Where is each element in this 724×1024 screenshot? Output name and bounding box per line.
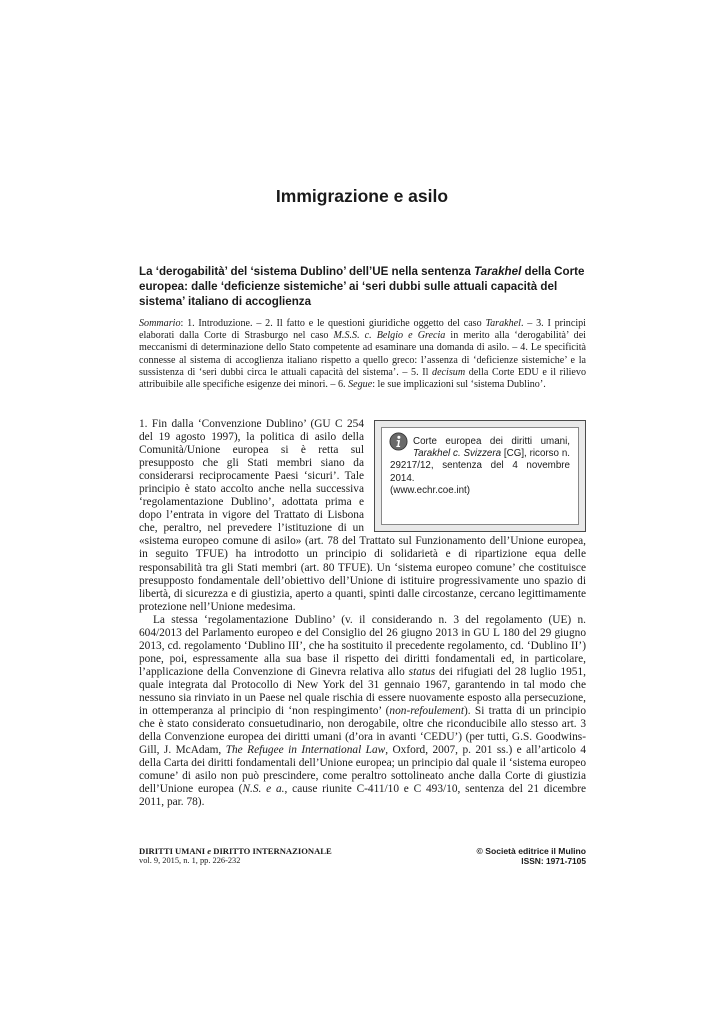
journal-name-part: DIRITTI UMANI — [139, 846, 208, 856]
article-title-case: Tarakhel — [474, 265, 522, 278]
paragraph-2-text: ). Si tratta di un principio che è stato considerato consuetudinario, non derogabile, oltre che riconducibile allo stesso art. 3 della Convenzione europea dei diritti umani (d’ora in avanti ‘CEDU’) (per tutti, G.S. Goodwins-Gill, J. McAdam, — [139, 705, 586, 757]
summary — [139, 318, 586, 391]
summary-text: : 1. Introduzione. – 2. Il fatto e le questioni giuridiche oggetto del caso — [180, 318, 486, 329]
journal-name-part: e — [207, 846, 212, 856]
paragraph-2-italic: non-refoulement — [389, 705, 464, 718]
article-title — [139, 264, 586, 309]
summary-text: in merito alla ‘derogabilità’ dei meccanismi di determinazione dello Stato competente ad esaminare una domanda di asilo. – 4. Le specificità connesse al sistema di accoglienza italiano rispetto a quello greco: l’assenza di ‘deficienze sistemiche’ e la sussistenza di ‘seri dubbi circa le attuali capacità del sistema’. – 5. Il — [139, 330, 586, 378]
case-name: Tarakhel c. Svizzera — [413, 448, 502, 460]
journal-name — [139, 846, 332, 856]
issn: ISSN: 1971-7105 — [521, 856, 586, 866]
summary-italic: Tarakhel — [485, 318, 521, 329]
info-icon — [389, 432, 408, 451]
publisher-name: © Società editrice il Mulino — [476, 846, 586, 856]
paragraph-2-text: dei rifugiati del 28 luglio 1951, quale integrata dal Protocollo di New York del 31 gennaio 1967, garantendo in tal modo che nessuno sia rinviato in un Paese nel quale rischia di essere nuovamente esposto alla persecuzione, in ottemperanza al principio di ‘non respingimento’ ( — [139, 665, 586, 718]
journal-footer — [139, 846, 332, 866]
paragraph-2 — [139, 614, 586, 810]
journal-volume: vol. 9, 2015, n. 1, pp. 226-232 — [139, 856, 241, 865]
paragraph-2-italic: N.S. e a. — [242, 783, 285, 796]
case-reference-box — [374, 420, 586, 532]
paragraph-2-italic: The Refugee in International Law — [225, 744, 386, 757]
summary-text: : le sue implicazioni sul ‘sistema Dublino’. — [372, 379, 546, 391]
case-url: (www.echr.coe.int) — [390, 484, 471, 496]
paragraph-2-text: , cause riunite C-411/10 e C 493/10, sentenza del 21 dicembre 2011, par. 78). — [139, 783, 587, 809]
page-title: Immigrazione e asilo — [275, 186, 449, 206]
paragraph-2-text: La stessa ‘regolamentazione Dublino’ (v. il considerando n. 3 del regolamento (UE) n. 604/2013 del Parlamento europeo e del Consiglio del 26 giugno 2013 in GU L 180 del 29 giugno 2013, cd. regolamento ‘Dublino III’, che ha sostituito il precedente regolamento, cd. ‘Dublino II’) pone, poi, espressamente alla sua base il rispetto dei diritti fondamentali ed, in particolare, l’applicazione della Convenzione di Ginevra relativa allo — [139, 613, 586, 678]
article-title-part1: La ‘derogabilità’ del ‘sistema Dublino’ dell’UE nella sentenza — [139, 265, 475, 278]
summary-text: . – 3. I principi elaborati dalla Corte di Strasburgo nel caso — [139, 318, 586, 342]
paragraph-2-text: , Oxford, 2007, p. 201 ss.) e all’articolo 4 della Carta dei diritti fondamentali dell’Unione europea; un principio dal quale il ‘sistema europeo comune’ di asilo non può prescindere, come peraltro sottolineato anche dalla Corte di giustizia dell’Unione europea ( — [139, 744, 587, 796]
summary-italic: M.S.S. c. Belgio e Grecia — [333, 330, 446, 342]
article-title-part2: della Corte europea: dalle ‘deficienze sistemiche’ ai ‘seri dubbi sulle attuali capacità del sistema’ italiano di accoglienza — [139, 265, 585, 308]
journal-name-part: DIRITTO INTERNAZIONALE — [211, 846, 332, 856]
summary-italic: decisum — [432, 366, 466, 378]
paragraph-2-italic: status — [408, 665, 436, 678]
summary-text: della Corte EDU e il rilievo attribuibile alle specifiche esigenze dei minori. – 6. — [139, 366, 586, 391]
case-details: [CG], ricorso n. 29217/12, sentenza del 4 novembre 2014. — [390, 448, 570, 484]
publisher-footer — [477, 846, 586, 866]
summary-label: Sommario — [139, 318, 181, 329]
article-body — [139, 418, 586, 809]
case-court: Corte europea dei diritti umani, — [413, 436, 570, 447]
case-reference-inner — [381, 427, 579, 525]
summary-italic: Segue — [348, 379, 373, 391]
paragraph-1: 1. Fin dalla ‘Convenzione Dublino’ (GU C 254 del 19 agosto 1997), la politica di asilo della Comunità/Unione europea si è retta sul presupposto che gli Stati membri siano da considerarsi reciprocamente Paesi ‘sicuri’. Tale principio è stato accolto anche nella successiva ‘regolamentazione Dublino’, adottata prima e dopo l’entrata in vigore del Trattato di Lisbona che, peraltro, nel prevedere l’istituzione di un «sistema europeo comune di asilo» (art. 78 del Trattato sul Funzionamento dell’Unione europea, in seguito TFUE) ha introdotto un principio di solidarietà e di ripartizione equa delle responsabilità tra gli Stati membri (art. 80 TFUE). Un ‘sistema europeo comune’ che costituisce presupposto fondamentale dell’obiettivo dell’Unione di istituire progressivamente uno spazio di libertà, di sicurezza e di giustizia, aperto a quanti, spinti dalle circostanze, cercano legittimamente protezione nell’Unione medesima. — [139, 418, 586, 613]
